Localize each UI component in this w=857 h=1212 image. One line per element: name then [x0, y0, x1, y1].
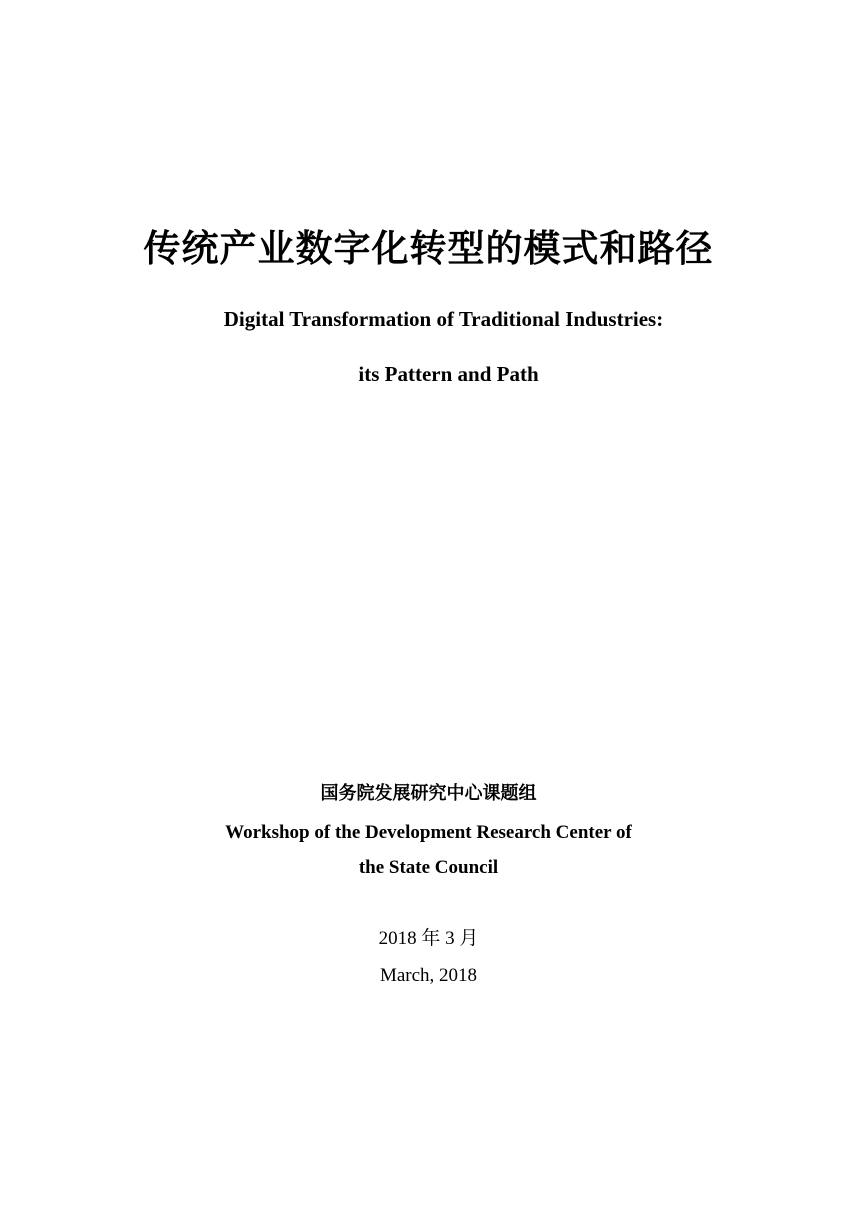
- organization-english-line-1: Workshop of the Development Research Center of: [225, 822, 632, 843]
- title-english-line-2: its Pattern and Path: [358, 362, 539, 386]
- organization-chinese: 国务院发展研究中心课题组: [320, 783, 537, 804]
- title-english-line-1: Digital Transformation of Traditional Industries:: [223, 307, 664, 331]
- date-chinese: 2018 年 3 月: [378, 928, 479, 949]
- title-chinese: 传统产业数字化转型的模式和路径: [143, 227, 714, 270]
- date-english: March, 2018: [379, 965, 478, 986]
- organization-english-line-2: the State Council: [358, 857, 499, 878]
